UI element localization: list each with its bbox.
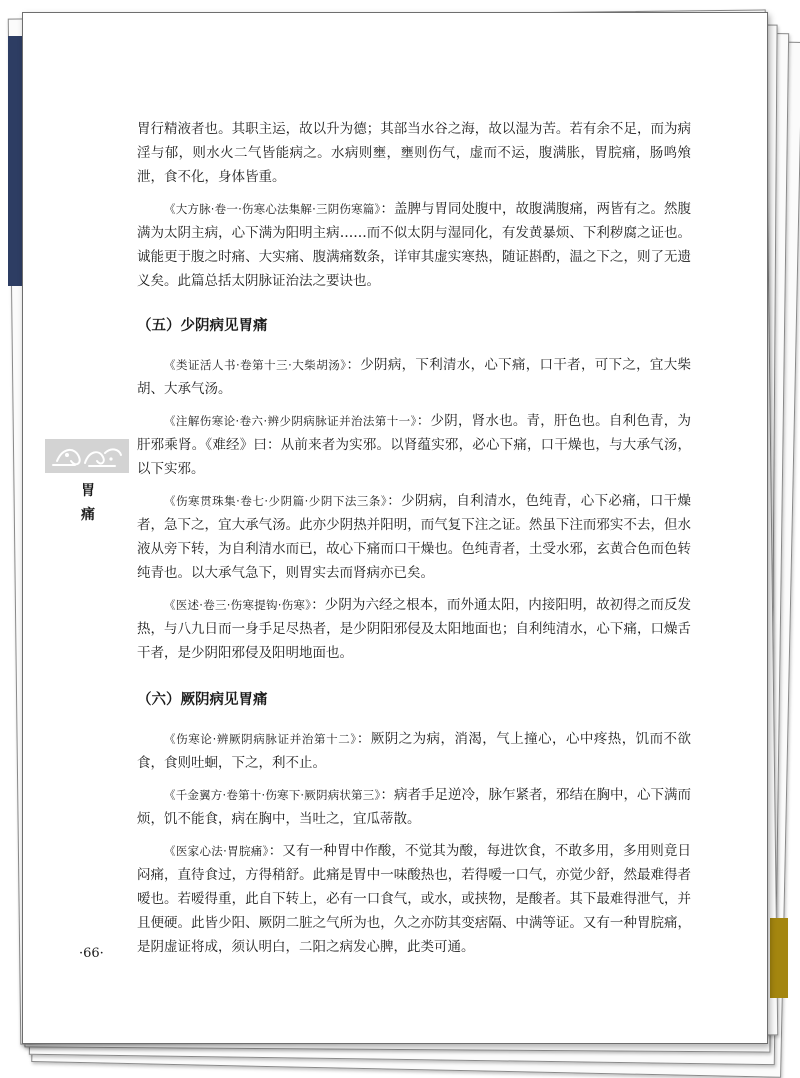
paragraph: [137, 197, 691, 293]
paragraph-text: 胃行精液者也。其职主运，故以升为德；其部当水谷之海，故以湿为苦。若有余不足，而为病淫与郁，则水火二气皆能病之。水病则壅，壅则伤气，虚而不运，腹满胀，胃脘痛，肠鸣飧泄，食不化，身体皆重。: [137, 121, 691, 185]
source-citation: 《医述·卷三·伤寒提钩·伤寒》: [164, 598, 312, 612]
page-body-text: [137, 117, 691, 967]
source-citation: 《类证活人书·卷第十三·大柴胡汤》: [164, 358, 347, 372]
paragraph-text: ：厥阴之为病，消渴，气上撞心，心中疼热，饥而不欲食，食则吐蛔，下之，利不止。: [137, 731, 691, 771]
source-citation: 《注解伤寒论·卷六·辨少阴病脉证并治法第十一》: [164, 414, 417, 428]
source-citation: 《伤寒贯珠集·卷七·少阴篇·少阴下法三条》: [164, 494, 388, 508]
decorative-emblem: [45, 439, 129, 473]
source-citation: 《医家心法·胃脘痛》: [164, 844, 269, 858]
paragraph: [137, 489, 691, 585]
book-page: [22, 12, 768, 1044]
paragraph: [137, 839, 691, 959]
section-heading: （五）少阴病见胃痛: [137, 317, 268, 334]
paragraph-text: ：少阴病，自利清水，色纯青，心下必痛，口干燥者，急下之，宜大承气汤。此亦少阴热并阳明，而气复下注之证。然虽下注而邪实不去，但水液从旁下转，为自利清水而已，故心下痛而口干燥也。色纯青者，土受水邪，玄黄合色而色转纯青也。以大承气急下，则胃实去而肾病亦已矣。: [137, 493, 692, 581]
paragraph-text: ：少阴为六经之根本，而外通太阳，内接阳明，故初得之而反发热，与八九日而一身手足尽热者，是少阴阳邪侵及太阳地面也；自利纯清水，心下痛，口燥舌干者，是少阴阳邪侵及阳明地面也。: [137, 597, 692, 661]
page-number: ·66·: [79, 946, 104, 961]
paragraph: [137, 593, 691, 665]
side-title-char-2: 痛: [81, 507, 95, 523]
source-citation: 《大方脉·卷一·伤寒心法集解·三阴伤寒篇》: [164, 202, 381, 216]
source-citation: 《伤寒论·辨厥阴病脉证并治第十二》: [164, 732, 357, 746]
paragraph-text: ：盖脾与胃同处腹中，故腹满腹痛，两皆有之。然腹满为太阴主病，心下满为阳明主病……而不似太阴与湿同化，有发黄暴烦、下利秽腐之证也。诚能更于腹之时痛、大实痛、腹满痛数条，详审其虚实寒热，随证斟酌，温之下之，则了无遗义矣。此篇总括太阴脉证治法之要诀也。: [137, 201, 691, 289]
paragraph-text: ：少阴病，下利清水，心下痛，口干者，可下之，宜大柴胡、大承气汤。: [137, 357, 691, 397]
paragraph: [137, 409, 691, 481]
page-edge-tab: [770, 918, 788, 998]
paragraph: [137, 353, 691, 401]
source-citation: 《千金翼方·卷第十·伤寒下·厥阴病状第三》: [164, 788, 381, 802]
chapter-side-title: [79, 479, 97, 527]
book-spine-strip: [8, 36, 22, 286]
paragraph: [137, 783, 691, 831]
side-title-char-1: 胃: [81, 483, 95, 499]
paragraph: [137, 117, 691, 189]
paragraph-text: ：病者手足逆冷，脉乍紧者，邪结在胸中，心下满而烦，饥不能食，病在胸中，当吐之，宜瓜蒂散。: [137, 787, 691, 827]
paragraph-text: ：少阴，肾水也。青，肝色也。自利色青，为肝邪乘肾。《难经》曰：从前来者为实邪。以肾蕴实邪，必心下痛，口干燥也，与大承气汤，以下实邪。: [137, 413, 692, 477]
section-heading: （六）厥阴病见胃痛: [137, 691, 268, 708]
paragraph: [137, 727, 691, 775]
paragraph-text: ：又有一种胃中作酸，不觉其为酸，每进饮食，不敢多用，多用则竟日闷痛，直待食过，方得稍舒。此痛是胃中一味酸热也，若得嗳一口气，亦觉少舒，然最难得者嗳也。若嗳得重，此自下转上，必有一口食气，或水，或挟物，是酸者。其下最难得泄气，并且便硬。此皆少阳、厥阴二脏之气所为也，久之亦防其变痞隔、中满等证。又有一种胃脘痛，是阴虚证将成，须认明白，二阳之病发心脾，此类可通。: [137, 843, 692, 955]
